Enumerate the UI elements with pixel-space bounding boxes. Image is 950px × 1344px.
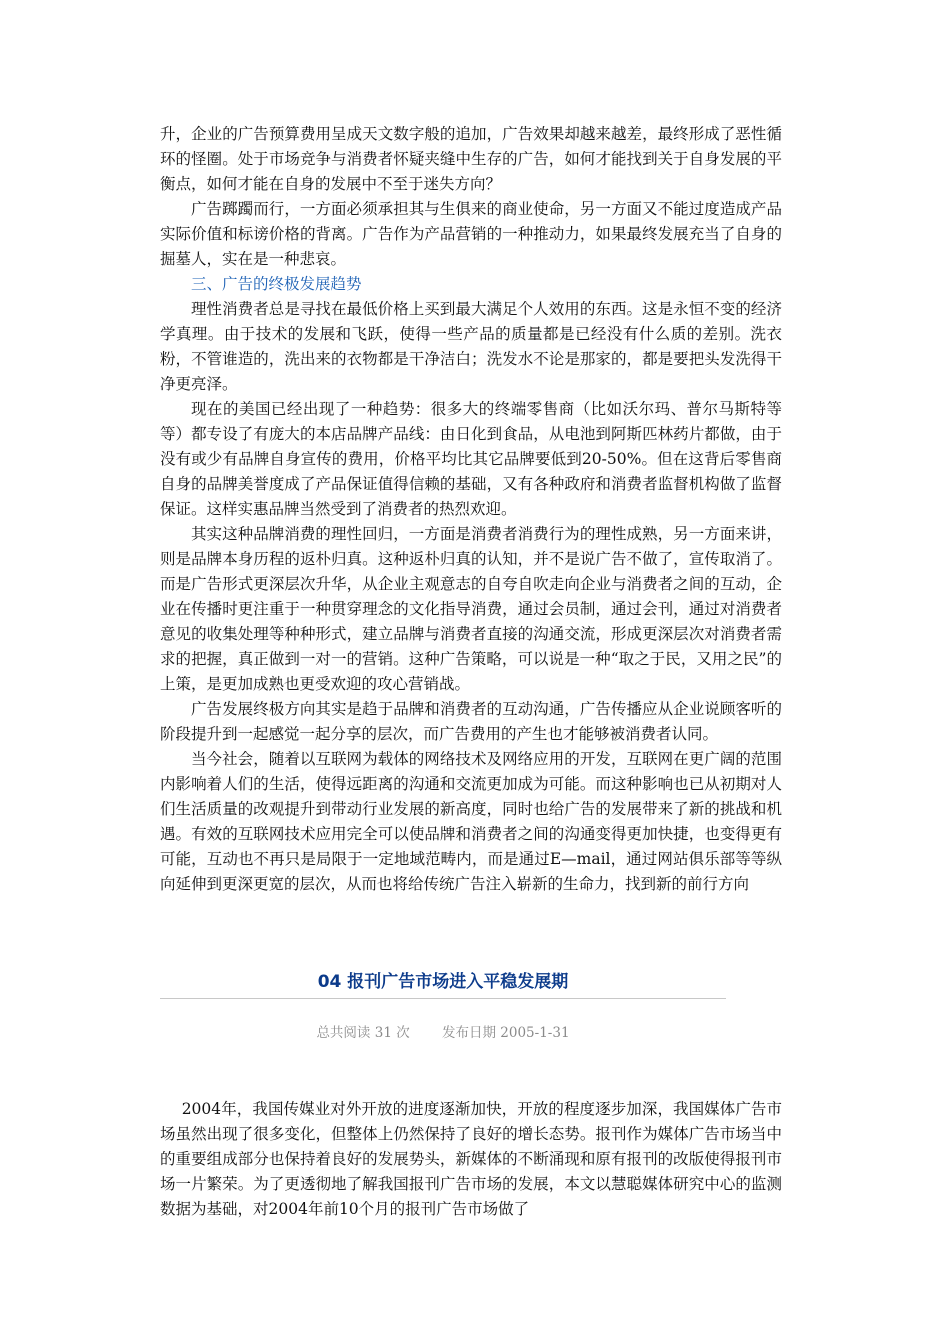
intro-paragraph-2: 广告踯躅而行，一方面必须承担其与生俱来的商业使命，另一方面又不能过度造成产品实际价值和标谤价格的背离。广告作为产品营销的一种推动力，如果最终发展充当了自身的掘墓人，实在是一种悲哀。 [160, 200, 782, 268]
read-count: 总共阅读 31 次 [316, 1025, 410, 1041]
article-body [160, 122, 782, 897]
article-content [160, 1097, 782, 1222]
article-paragraph-1: 2004年，我国传媒业对外开放的进度逐渐加快，开放的程度逐步加深，我国媒体广告市场虽然出现了很多变化，但整体上仍然保持了良好的增长态势。报刊作为媒体广告市场当中的重要组成部分也保持着良好的发展势头，新媒体的不断涌现和原有报刊的改版使得报刊市场一片繁荣。为了更透彻地了解我国报刊广告市场的发展，本文以慧聪媒体研究中心的监测数据为基础，对2004年前10个月的报刊广告市场做了 [160, 1100, 782, 1218]
body-paragraph-2: 现在的美国已经出现了一种趋势：很多大的终端零售商（比如沃尔玛、普尔马斯特等等）都专设了有庞大的本店品牌产品线：由日化到食品，从电池到阿斯匹林药片都做，由于没有或少有品牌自身宣传的费用，价格平均比其它品牌要低到20-50%。但在这背后零售商自身的品牌美誉度成了产品保证值得信赖的基础，又有各种政府和消费者监督机构做了监督保证。这样实惠品牌当然受到了消费者的热烈欢迎。 [160, 400, 782, 518]
intro-paragraph-1: 升，企业的广告预算费用呈成天文数字般的追加，广告效果却越来越差，最终形成了恶性循环的怪圈。处于市场竞争与消费者怀疑夹缝中生存的广告，如何才能找到关于自身发展的平衡点，如何才能在自身的发展中不至于迷失方向？ [160, 125, 782, 193]
body-paragraph-4: 广告发展终极方向其实是趋于品牌和消费者的互动沟通，广告传播应从企业说顾客听的阶段提升到一起感觉一起分享的层次，而广告费用的产生也才能够被消费者认同。 [160, 700, 782, 743]
section-heading: 三、广告的终极发展趋势 [191, 275, 362, 293]
body-paragraph-5: 当今社会，随着以互联网为载体的网络技术及网络应用的开发，互联网在更广阔的范围内影响着人们的生活，使得远距离的沟通和交流更加成为可能。而这种影响也已从初期对人们生活质量的改观提升到带动行业发展的新高度，同时也给广告的发展带来了新的挑战和机遇。有效的互联网技术应用完全可以使品牌和消费者之间的沟通变得更加快捷，也变得更有可能，互动也不再只是局限于一定地域范畴内，而是通过E—mail，通过网站俱乐部等等纵向延伸到更深更宽的层次，从而也将给传统广告注入崭新的生命力，找到新的前行方向 [160, 750, 782, 893]
article-title: 04 报刊广告市场进入平稳发展期 [160, 969, 726, 999]
publish-date: 发布日期 2005-1-31 [442, 1025, 570, 1041]
article-meta [160, 1022, 726, 1044]
body-paragraph-3: 其实这种品牌消费的理性回归，一方面是消费者消费行为的理性成熟，另一方面来讲，则是品牌本身历程的返朴归真。这种返朴归真的认知，并不是说广告不做了，宣传取消了。而是广告形式更深层次升华，从企业主观意志的自夸自吹走向企业与消费者之间的互动，企业在传播时更注重于一种贯穿理念的文化指导消费，通过会员制，通过会刊，通过对消费者意见的收集处理等种种形式，建立品牌与消费者直接的沟通交流，形成更深层次对消费者需求的把握，真正做到一对一的营销。这种广告策略，可以说是一种“取之于民，又用之民”的上策，是更加成熟也更受欢迎的攻心营销战。 [160, 525, 782, 693]
body-paragraph-1: 理性消费者总是寻找在最低价格上买到最大满足个人效用的东西。这是永恒不变的经济学真理。由于技术的发展和飞跃，使得一些产品的质量都是已经没有什么质的差别。洗衣粉，不管谁造的，洗出来的衣物都是干净洁白；洗发水不论是那家的，都是要把头发洗得干净更亮泽。 [160, 300, 782, 393]
